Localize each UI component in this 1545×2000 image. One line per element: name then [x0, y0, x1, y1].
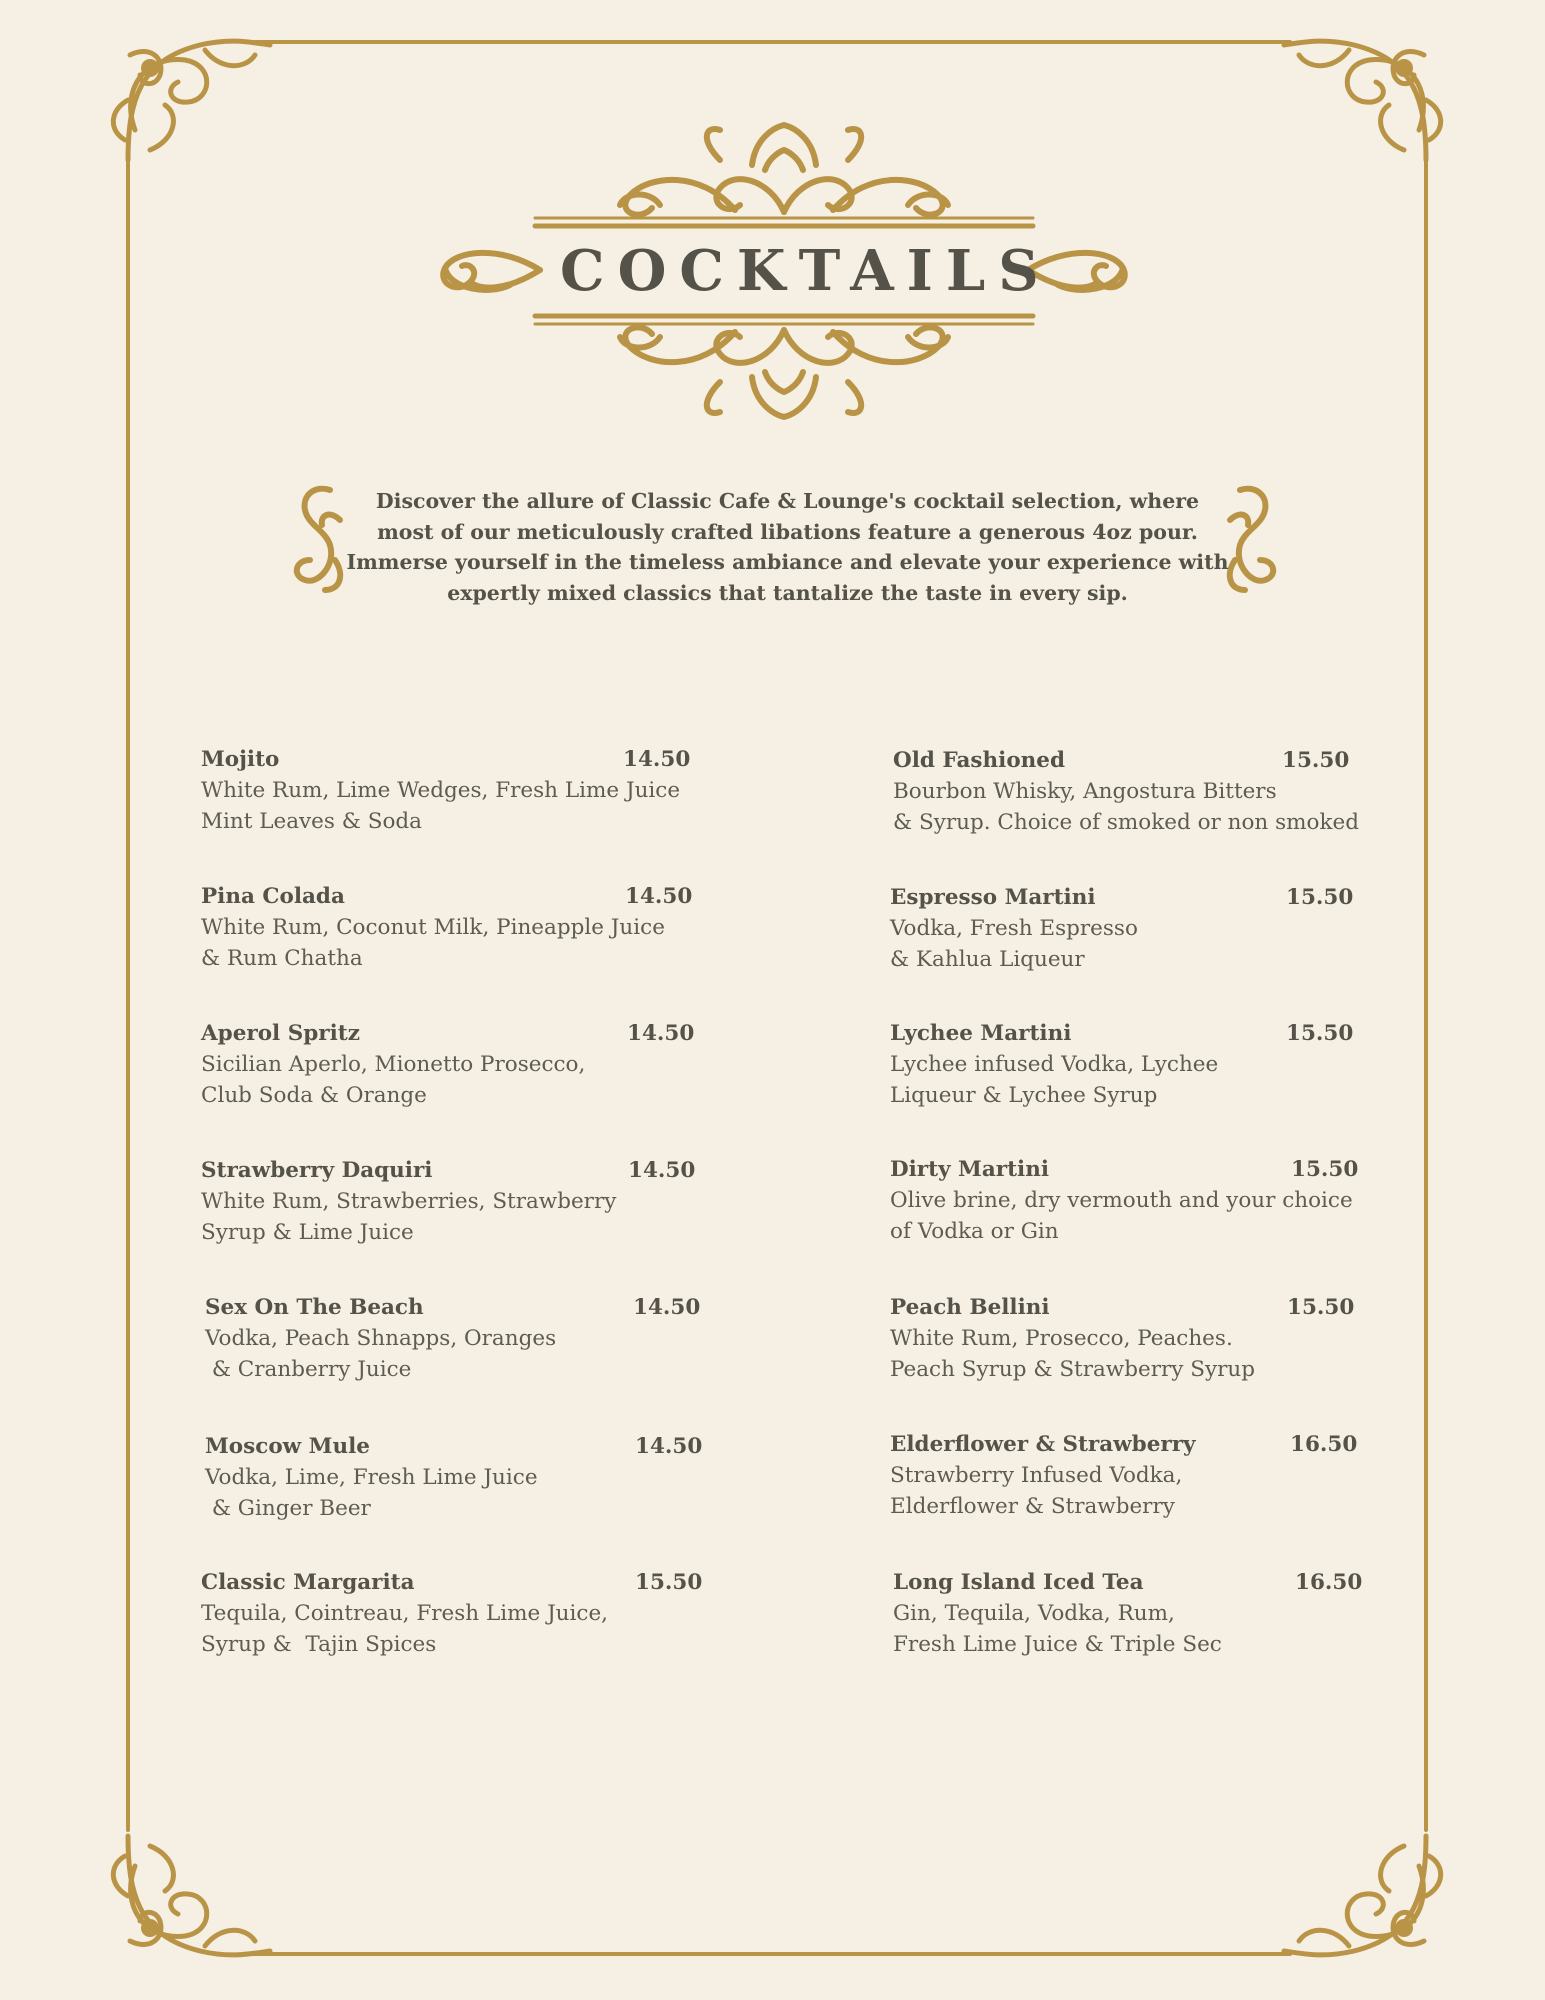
item-name: Old Fashioned [893, 748, 1066, 773]
item-name: Espresso Martini [890, 885, 1096, 910]
item-price: 14.50 [635, 1434, 703, 1459]
item-price: 14.50 [628, 1158, 696, 1183]
item-price: 15.50 [1286, 1021, 1354, 1046]
intro-ornament-left [297, 489, 340, 590]
item-name: Long Island Iced Tea [893, 1570, 1144, 1595]
item-description: White Rum, Strawberries, Strawberry Syrup & Lime Juice [201, 1189, 617, 1245]
item-price: 15.50 [1286, 885, 1354, 910]
corner-ornament-top-left [113, 41, 270, 160]
item-description: Vodka, Fresh Espresso & Kahlua Liqueur [890, 916, 1138, 972]
item-description: Lychee infused Vodka, Lychee Liqueur & Lychee Syrup [890, 1052, 1219, 1108]
item-price: 15.50 [1287, 1295, 1355, 1320]
item-price: 15.50 [1291, 1157, 1359, 1182]
item-price: 15.50 [635, 1570, 703, 1595]
item-price: 14.50 [633, 1295, 701, 1320]
item-name: Elderflower & Strawberry [890, 1432, 1196, 1457]
item-description: White Rum, Lime Wedges, Fresh Lime Juice Mint Leaves & Soda [201, 778, 681, 834]
item-description: Strawberry Infused Vodka, Elderflower & Strawberry [890, 1463, 1183, 1519]
intro-text: Discover the allure of Classic Cafe & Lounge's cocktail selection, where most of our meticulously crafted libations feature a generous 4oz pour. Immerse yourself in the timeless ambiance and elevate your experience with expertly mixed classics that tantalize the taste in every sip. [346, 489, 1229, 605]
item-name: Mojito [201, 747, 280, 772]
item-description: Olive brine, dry vermouth and your choice of Vodka or Gin [890, 1188, 1353, 1244]
item-description: White Rum, Coconut Milk, Pineapple Juice & Rum Chatha [201, 915, 665, 971]
corner-ornament-bottom-right [1284, 1836, 1441, 1955]
item-name: Pina Colada [201, 884, 345, 909]
item-description: White Rum, Prosecco, Peaches. Peach Syrup & Strawberry Syrup [890, 1326, 1255, 1382]
item-price: 14.50 [627, 1021, 695, 1046]
item-description: Vodka, Peach Shnapps, Oranges & Cranberry Juice [205, 1326, 557, 1382]
item-price: 14.50 [625, 884, 693, 909]
item-name: Moscow Mule [205, 1434, 370, 1459]
item-name: Sex On The Beach [205, 1295, 424, 1320]
item-name: Classic Margarita [201, 1570, 415, 1595]
item-description: Vodka, Lime, Fresh Lime Juice & Ginger Beer [205, 1465, 538, 1521]
item-price: 14.50 [623, 747, 691, 772]
item-price: 15.50 [1282, 748, 1350, 773]
item-description: Tequila, Cointreau, Fresh Lime Juice, Syrup & Tajin Spices [201, 1601, 609, 1657]
item-name: Strawberry Daquiri [201, 1158, 433, 1183]
item-name: Aperol Spritz [201, 1021, 360, 1046]
item-description: Bourbon Whisky, Angostura Bitters & Syrup. Choice of smoked or non smoked [893, 779, 1359, 835]
item-description: Gin, Tequila, Vodka, Rum, Fresh Lime Juice & Triple Sec [893, 1601, 1222, 1657]
item-name: Peach Bellini [890, 1295, 1050, 1320]
intro-ornament-right [1230, 489, 1273, 590]
corner-ornament-top-right [1284, 41, 1441, 160]
item-name: Lychee Martini [890, 1021, 1072, 1046]
item-description: Sicilian Aperlo, Mionetto Prosecco, Club Soda & Orange [201, 1052, 586, 1108]
item-price: 16.50 [1295, 1570, 1363, 1595]
page-title: COCKTAILS [560, 238, 1052, 304]
item-price: 16.50 [1290, 1432, 1358, 1457]
item-name: Dirty Martini [890, 1157, 1050, 1182]
corner-ornament-bottom-left [113, 1836, 270, 1955]
